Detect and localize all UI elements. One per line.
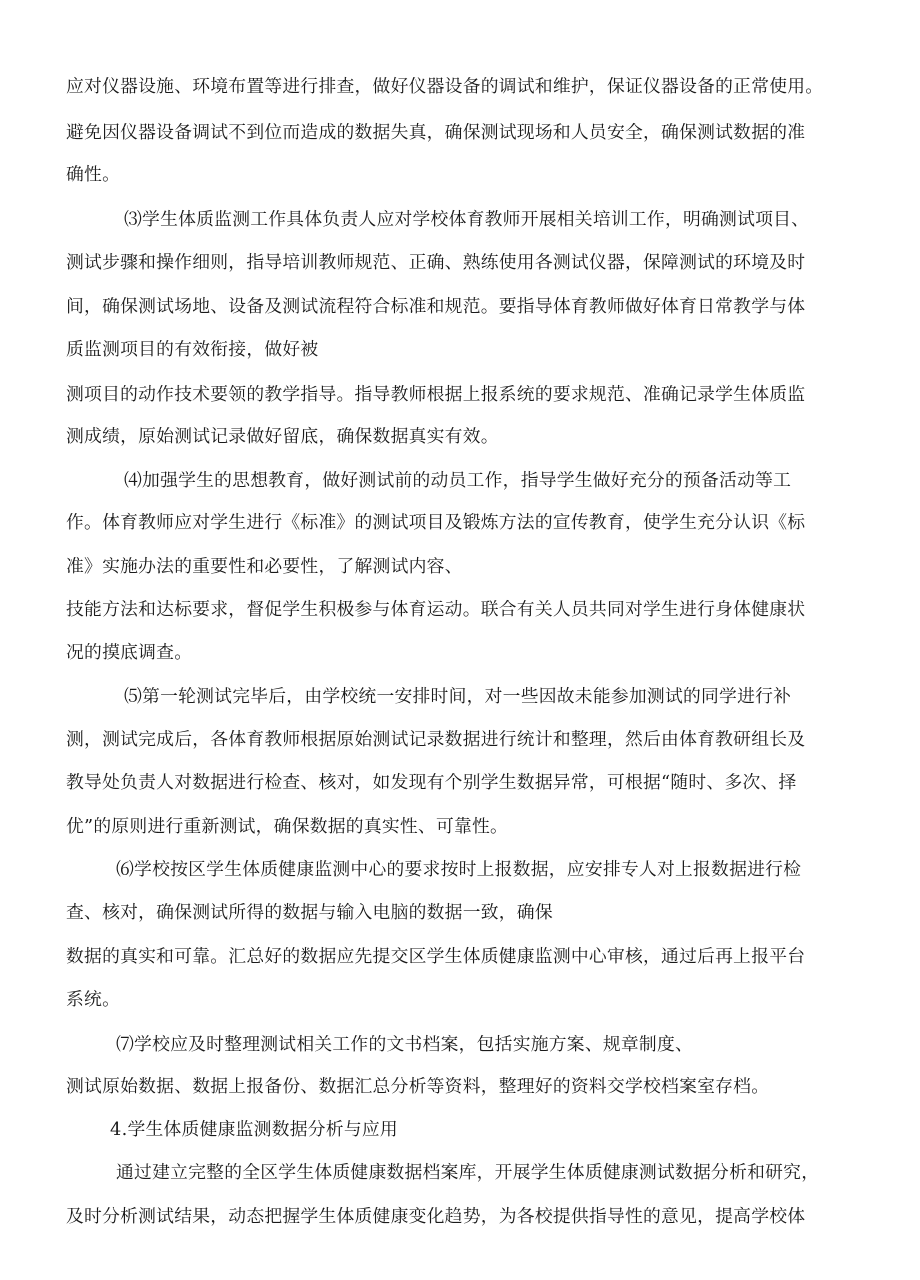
text-line: 测试原始数据、数据上报备份、数据汇总分析等资料，整理好的资料交学校档案室存档。: [66, 1076, 770, 1097]
paragraph-4-start: ⑷加强学生的思想教育，做好测试前的动员工作，指导学生做好充分的预备活动等工: [124, 470, 792, 491]
paragraph-6-start: ⑹学校按区学生体质健康监测中心的要求按时上报数据，应安排专人对上报数据进行检: [116, 859, 802, 880]
text-line: 况的摸底调查。: [66, 642, 193, 663]
paragraph-3-start: ⑶学生体质监测工作具体负责人应对学校体育教师开展相关培训工作，明确测试项目、: [124, 209, 810, 230]
text-line: 数据的真实和可靠。汇总好的数据应先提交区学生体质健康监测中心审核，通过后再上报平台: [66, 946, 806, 967]
text-line: 查、核对，确保测试所得的数据与输入电脑的数据一致，确保: [66, 902, 553, 923]
text-line: 应对仪器设施、环境布置等进行排查，做好仪器设备的调试和维护，保证仪器设备的正常使用。: [66, 76, 824, 97]
paragraph-7-start: ⑺学校应及时整理测试相关工作的文书档案，包括实施方案、规章制度、: [116, 1034, 694, 1055]
section-heading: 4.学生体质健康监测数据分析与应用: [110, 1119, 398, 1140]
text-line: 及时分析测试结果，动态把握学生体质健康变化趋势，为各校提供指导性的意见，提高学校体: [66, 1206, 806, 1227]
text-line: 作。体育教师应对学生进行《标准》的测试项目及锻炼方法的宣传教育，使学生充分认识《标: [66, 512, 806, 533]
paragraph-start: 通过建立完整的全区学生体质健康数据档案库，开展学生体质健康测试数据分析和研究，: [116, 1162, 820, 1183]
text-line: 技能方法和达标要求，督促学生积极参与体育运动。联合有关人员共同对学生进行身体健康状: [66, 599, 806, 620]
text-line: 测，测试完成后，各体育教师根据原始测试记录数据进行统计和整理，然后由体育教研组长及: [66, 729, 806, 750]
text-line: 确性。: [66, 164, 121, 185]
text-line: 优”的原则进行重新测试，确保数据的真实性、可靠性。: [66, 816, 509, 837]
text-line: 避免因仪器设备调试不到位而造成的数据失真，确保测试现场和人员安全，确保测试数据的准: [66, 122, 806, 143]
paragraph-5-start: ⑸第一轮测试完毕后，由学校统一安排时间，对一些因故未能参加测试的同学进行补: [124, 686, 792, 707]
text-line: 测试步骤和操作细则，指导培训教师规范、正确、熟练使用各测试仪器，保障测试的环境及时: [66, 252, 806, 273]
text-line: 系统。: [66, 989, 121, 1010]
text-line: 质监测项目的有效衔接，做好被: [66, 339, 319, 360]
text-line: 教导处负责人对数据进行检查、核对，如发现有个别学生数据异常，可根据“随时、多次、择: [66, 772, 797, 793]
text-line: 测项目的动作技术要领的教学指导。指导教师根据上报系统的要求规范、准确记录学生体质监: [66, 384, 806, 405]
text-line: 准》实施办法的重要性和必要性，了解测试内容、: [66, 556, 463, 577]
text-line: 测成绩，原始测试记录做好留底，确保数据真实有效。: [66, 426, 499, 447]
text-line: 间，确保测试场地、设备及测试流程符合标准和规范。要指导体育教师做好体育日常教学与体: [66, 296, 806, 317]
